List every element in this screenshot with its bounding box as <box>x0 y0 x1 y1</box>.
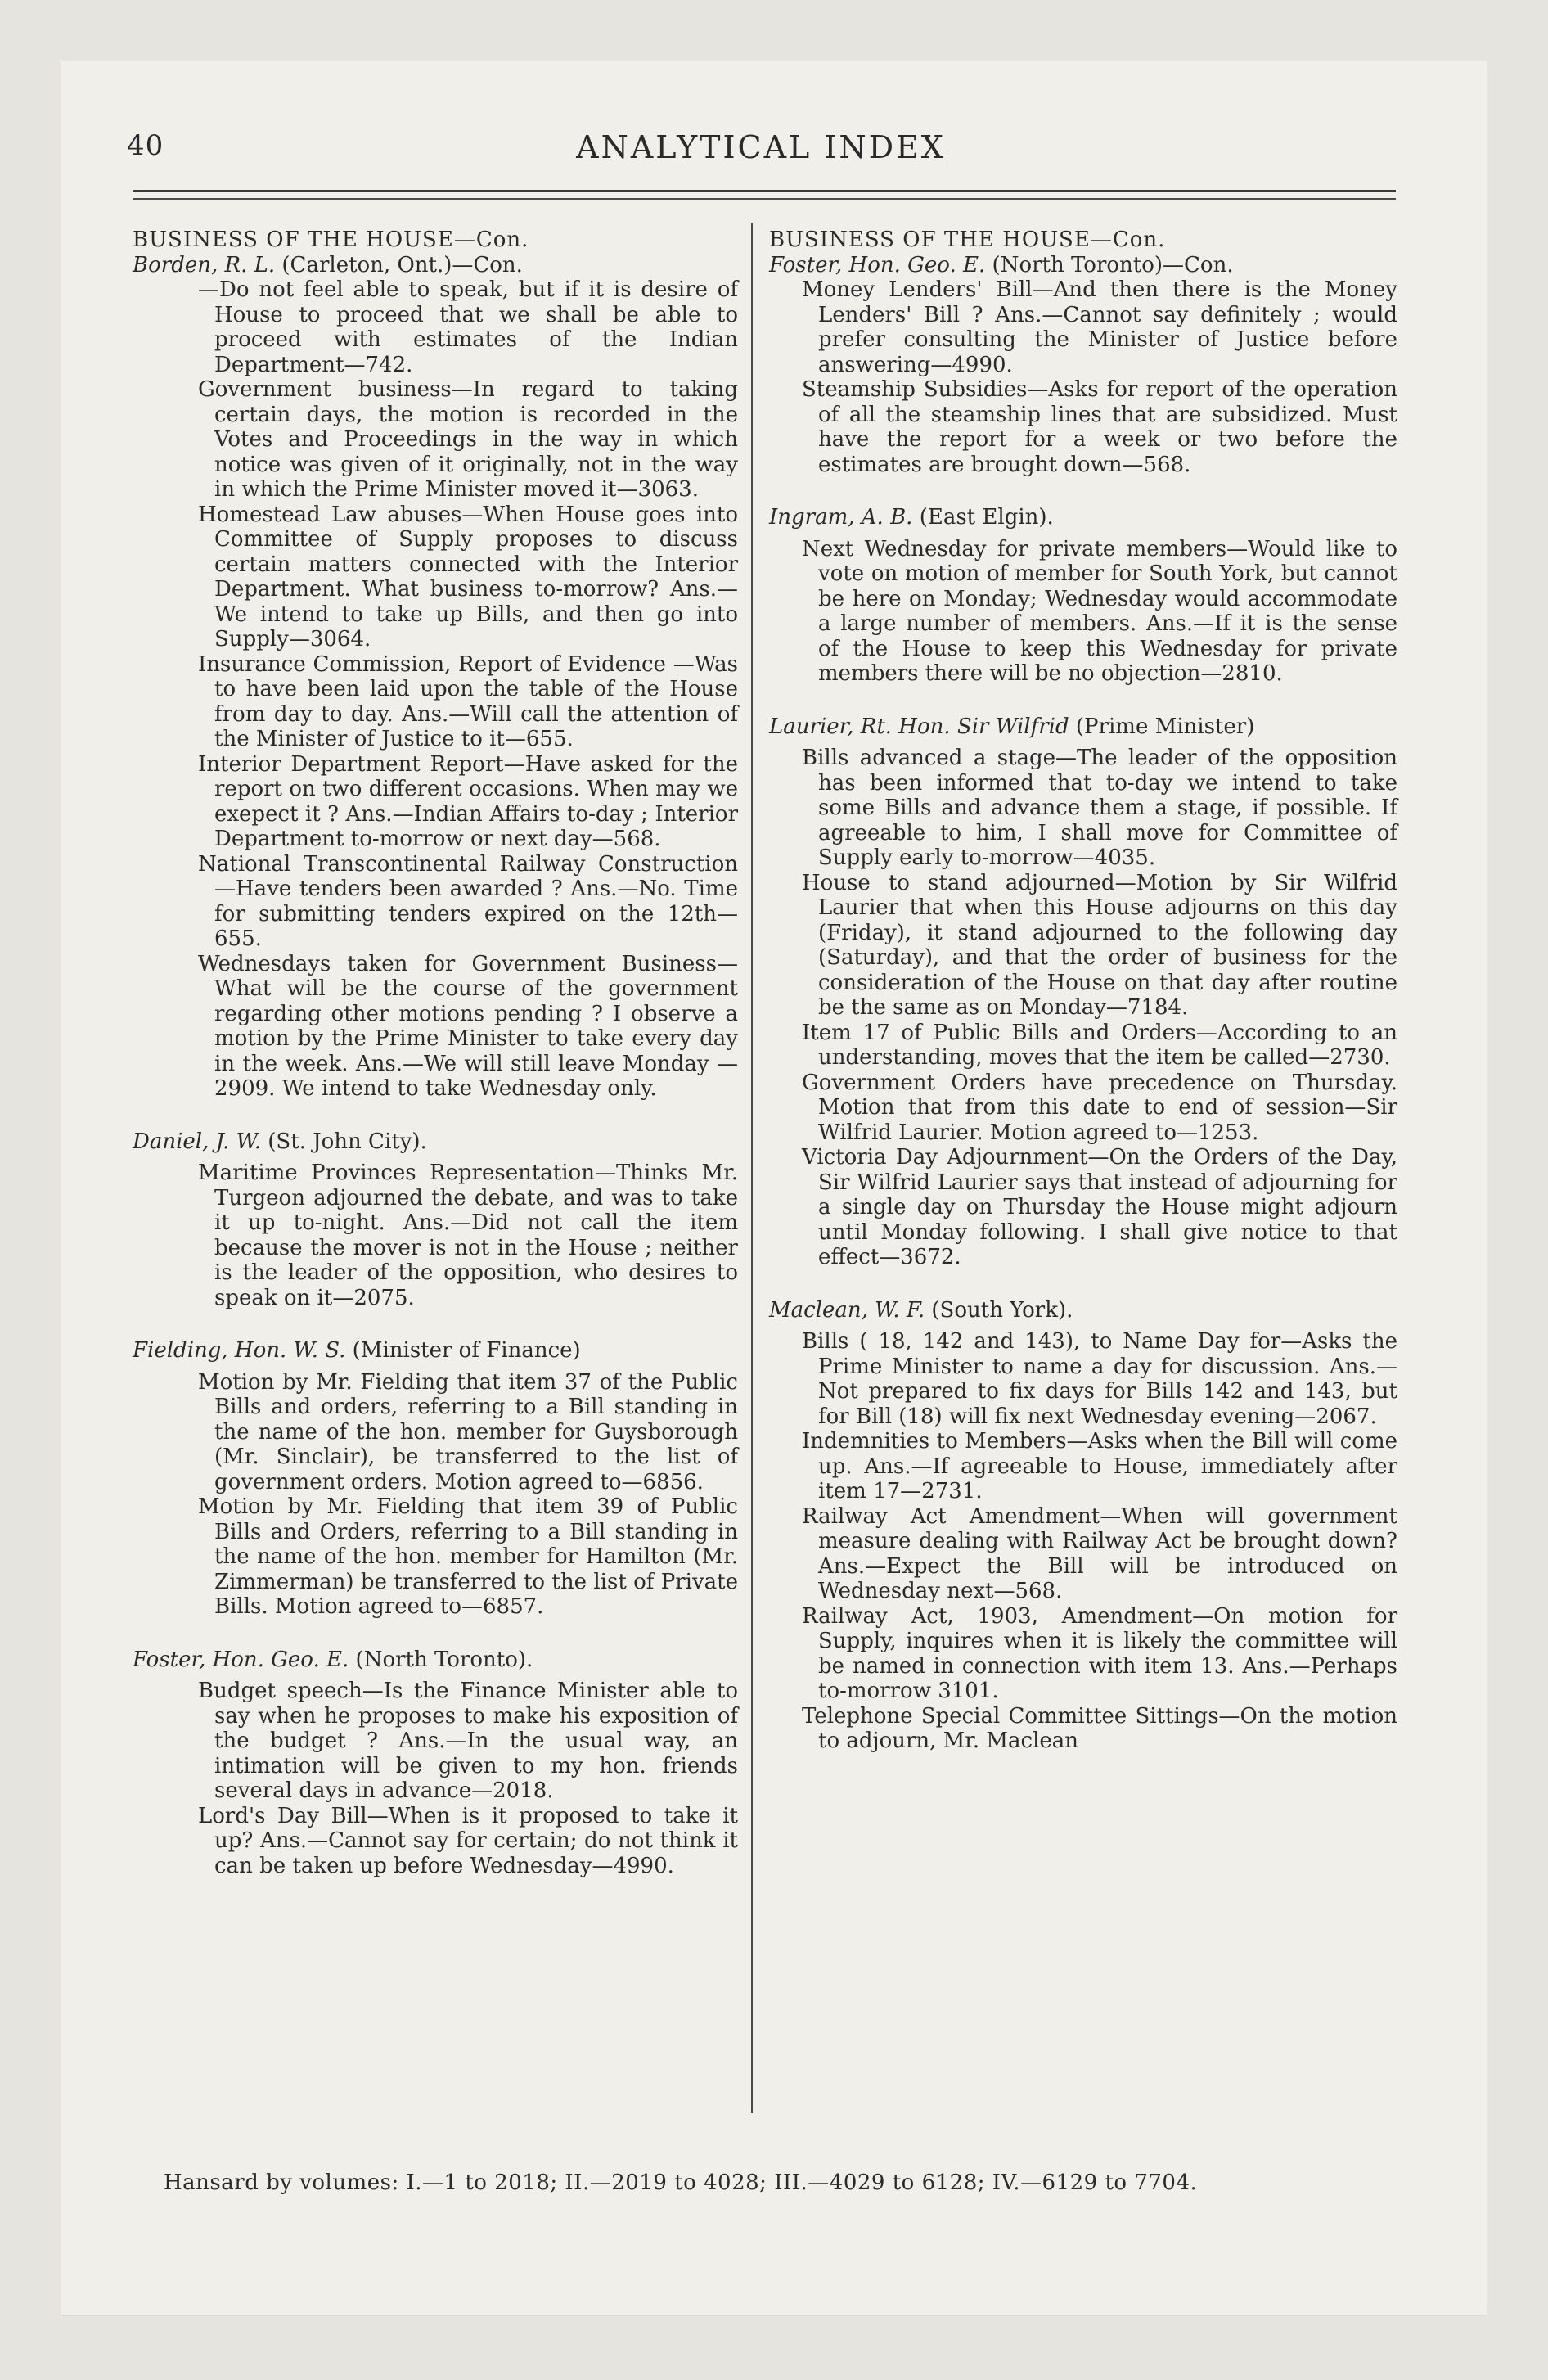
index-entry: Wednesdays taken for Government Business—What will be the course of the government regarding other motions pending ? I observe a motion by the Prime Minister to take every day in the week. Ans.—We will still leave Monday —2909. We intend to take Wednesday only. <box>198 951 738 1101</box>
index-entry: Railway Act, 1903, Amendment—On motion for Supply, inquires when it is likely the committee will be named in connection with item 13. Ans.—Perhaps to-morrow 3101. <box>802 1603 1397 1703</box>
speaker-name: Foster, Hon. Geo. E. (North Toronto)—Con. <box>769 252 1234 277</box>
index-entry: House to stand adjourned—Motion by Sir Wilfrid Laurier that when this House adjourns on this day (Friday), it stand adjourned to the following day (Saturday), and that the order of business for the consideration of the House on that day after routine be the same as on Monday—7184. <box>802 870 1397 1020</box>
index-entry: Victoria Day Adjournment—On the Orders of the Day, Sir Wilfrid Laurier says that instead of adjourning for a single day on Thursday the House might adjourn until Monday following. I shall give notice to that effect—3672. <box>802 1145 1397 1269</box>
index-entry: Telephone Special Committee Sittings—On the motion to adjourn, Mr. Maclean <box>802 1703 1397 1753</box>
speaker-affiliation: (St. John City). <box>268 1129 427 1154</box>
index-entry: Steamship Subsidies—Asks for report of the operation of all the steamship lines that are subsidized. Must have the report for a week or two before the estimates are brought down—568. <box>802 377 1397 477</box>
speaker-name: Borden, R. L. (Carleton, Ont.)—Con. <box>133 252 523 277</box>
speaker-group <box>769 714 1397 1270</box>
right-column <box>769 228 1397 1754</box>
index-entry: Bills ( 18, 142 and 143), to Name Day for—Asks the Prime Minister to name a day for discussion. Ans.—Not prepared to fix days for Bills 142 and 143, but for Bill (18) will fix next Wednesday evening—2067. <box>802 1329 1397 1429</box>
speaker-name: Ingram, A. B. (East Elgin). <box>769 505 1054 530</box>
speaker-group <box>769 505 1397 687</box>
speaker-name: Daniel, J. W. (St. John City). <box>133 1129 427 1154</box>
index-entry: Item 17 of Public Bills and Orders—According to an understanding, moves that the item be called—2730. <box>802 1020 1397 1070</box>
speaker-name: Laurier, Rt. Hon. Sir Wilfrid (Prime Minister) <box>769 714 1255 739</box>
index-entry: —Do not feel able to speak, but if it is desire of House to proceed that we shall be able to proceed with estimates of the Indian Department—742. <box>198 277 738 377</box>
index-entry: Motion by Mr. Fielding that item 39 of Public Bills and Orders, referring to a Bill standing in the name of the hon. member for Hamilton (Mr. Zimmerman) be transferred to the list of Private Bills. Motion agreed to—6857. <box>198 1494 738 1619</box>
speaker-name: Maclean, W. F. (South York). <box>769 1297 1073 1323</box>
page-header <box>127 123 1395 180</box>
speaker-affiliation: (North Toronto)—Con. <box>992 252 1234 277</box>
speaker-affiliation: (Carleton, Ont.)—Con. <box>281 252 523 277</box>
index-entry: Lord's Day Bill—When is it proposed to take it up? Ans.—Cannot say for certain; do not think it can be taken up before Wednesday—4990. <box>198 1803 738 1878</box>
speaker-affiliation: (North Toronto). <box>355 1647 533 1672</box>
index-entry: Interior Department Report—Have asked for the report on two different occasions. When may we exepect it ? Ans.—Indian Affairs to-day ; Interior Department to-morrow or next day—568. <box>198 751 738 851</box>
index-entry: Government Orders have precedence on Thursday. Motion that from this date to end of session—Sir Wilfrid Laurier. Motion agreed to—1253. <box>802 1070 1397 1145</box>
index-entry: Indemnities to Members—Asks when the Bill will come up. Ans.—If agreeable to House, immediately after item 17—2731. <box>802 1429 1397 1503</box>
speaker-affiliation: (Minister of Finance) <box>352 1338 581 1363</box>
speaker-name: Foster, Hon. Geo. E. (North Toronto). <box>133 1647 533 1672</box>
speaker-affiliation: (East Elgin). <box>919 505 1054 530</box>
index-entry: Insurance Commission, Report of Evidence —Was to have been laid upon the table of the House from day to day. Ans.—Will call the attention of the Minister of Justice to it—655. <box>198 651 738 751</box>
speaker-affiliation: (Prime Minister) <box>1075 714 1255 739</box>
index-entry: Next Wednesday for private members—Would like to vote on motion of member for South York, but cannot be here on Monday; Wednesday would accommodate a large number of members. Ans.—If it is the sense of the House to keep this Wednesday for private members there will be no objection—2810. <box>802 536 1397 686</box>
index-entry: Money Lenders' Bill—And then there is the Money Lenders' Bill ? Ans.—Cannot say definitely ; would prefer consulting the Minister of Justice before answering—4990. <box>802 277 1397 377</box>
header-rule-secondary <box>133 198 1396 200</box>
index-entry: Homestead Law abuses—When House goes into Committee of Supply proposes to discuss certain matters connected with the Interior Department. What business to-morrow? Ans.—We intend to take up Bills, and then go into Supply—3064. <box>198 502 738 651</box>
index-entry: National Transcontinental Railway Construction—Have tenders been awarded ? Ans.—No. Time for submitting tenders expired on the 12th—655. <box>198 851 738 951</box>
index-entry: Government business—In regard to taking certain days, the motion is recorded in the Votes and Proceedings in the way in which notice was given of it originally, not in the way in which the Prime Minister moved it—3063. <box>198 377 738 502</box>
index-entry: Maritime Provinces Representation—Thinks Mr. Turgeon adjourned the debate, and was to take it up to-night. Ans.—Did not call the item because the mover is not in the House ; neither is the leader of the opposition, who desires to speak on it—2075. <box>198 1161 738 1310</box>
section-heading: BUSINESS OF THE HOUSE—Con. <box>133 228 529 252</box>
index-entry: Railway Act Amendment—When will government measure dealing with Railway Act be brought down? Ans.—Expect the Bill will be introduced on Wednesday next—568. <box>802 1503 1397 1603</box>
page-number: 40 <box>127 129 164 162</box>
column-divider <box>751 223 753 2113</box>
speaker-group <box>133 1648 738 1879</box>
header-rule <box>133 190 1396 192</box>
speaker-group <box>769 253 1397 478</box>
speaker-group <box>133 1338 738 1620</box>
index-entry: Motion by Mr. Fielding that item 37 of the Public Bills and orders, referring to a Bill standing in the name of the hon. member for Guysborough (Mr. Sinclair), be transferred to the list of government orders. Motion agreed to—6856. <box>198 1369 738 1494</box>
speaker-affiliation: (South York). <box>931 1297 1073 1323</box>
volume-footnote: Hansard by volumes: I.—1 to 2018; II.—2019 to 4028; III.—4029 to 6128; IV.—6129 to 7704. <box>164 2170 1198 2195</box>
index-entry: Bills advanced a stage—The leader of the opposition has been informed that to-day we intend to take some Bills and advance them a stage, if possible. If agreeable to him, I shall move for Committee of Supply early to-morrow—4035. <box>802 746 1397 870</box>
section-heading: BUSINESS OF THE HOUSE—Con. <box>769 228 1166 252</box>
running-title: ANALYTICAL INDEX <box>576 129 946 165</box>
left-column <box>133 228 738 1878</box>
speaker-group <box>133 1129 738 1311</box>
index-entry: Budget speech—Is the Finance Minister able to say when he proposes to make his exposition of the budget ? Ans.—In the usual way, an intimation will be given to my hon. friends several days in advance—2018. <box>198 1679 738 1803</box>
speaker-group <box>769 1298 1397 1754</box>
speaker-name: Fielding, Hon. W. S. (Minister of Finance) <box>133 1338 581 1363</box>
speaker-group <box>133 253 738 1102</box>
